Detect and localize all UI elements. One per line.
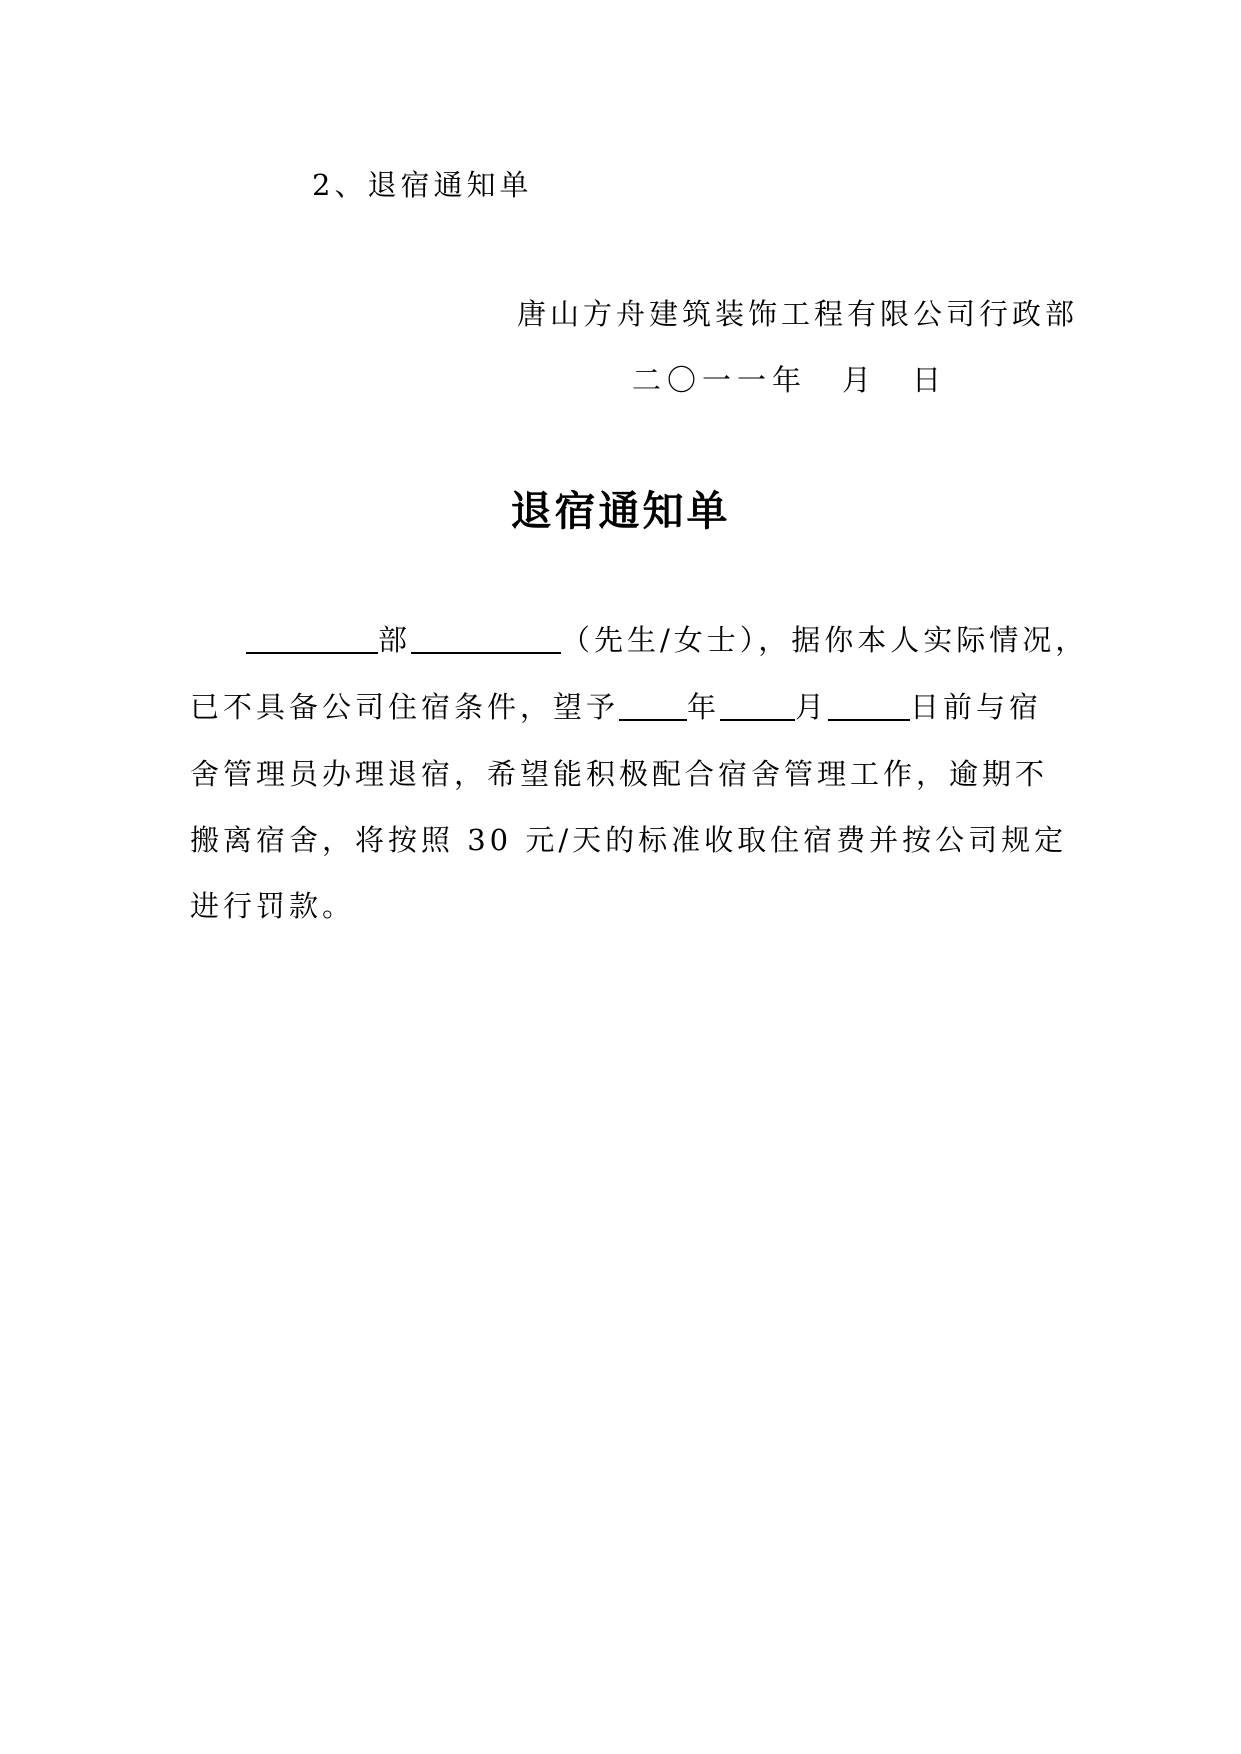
notice-line-3: 舍管理员办理退宿，希望能积极配合宿舍管理工作，逾期不 (190, 757, 1049, 791)
notice-line-2-text-a: 已不具备公司住宿条件，望予 (190, 690, 620, 724)
notice-line-2-year: 年 (687, 690, 721, 724)
issuer-date: 二〇一一年 月 日 (632, 363, 948, 397)
notice-title: 退宿通知单 (510, 487, 731, 535)
year-blank (619, 690, 687, 721)
notice-line-1-text-b: （先生/女士），据你本人实际情况， (561, 623, 1089, 657)
name-blank (411, 623, 561, 654)
notice-line-1-text-a: 部 (378, 623, 412, 657)
notice-line-2-text-d: 日前与宿 (910, 690, 1043, 724)
notice-line-4: 搬离宿舍，将按照 30 元/天的标准收取住宿费并按公司规定 (190, 823, 1068, 857)
notice-line-1 (246, 618, 1088, 659)
day-blank (828, 690, 910, 721)
section-heading: 2、退宿通知单 (312, 168, 533, 202)
notice-line-5: 进行罚款。 (190, 889, 356, 923)
department-blank (246, 623, 378, 654)
issuer-org-name: 唐山方舟建筑装饰工程有限公司行政部 (517, 297, 1079, 331)
month-blank (720, 690, 795, 721)
notice-line-2 (190, 685, 1042, 726)
notice-line-2-month: 月 (795, 690, 829, 724)
